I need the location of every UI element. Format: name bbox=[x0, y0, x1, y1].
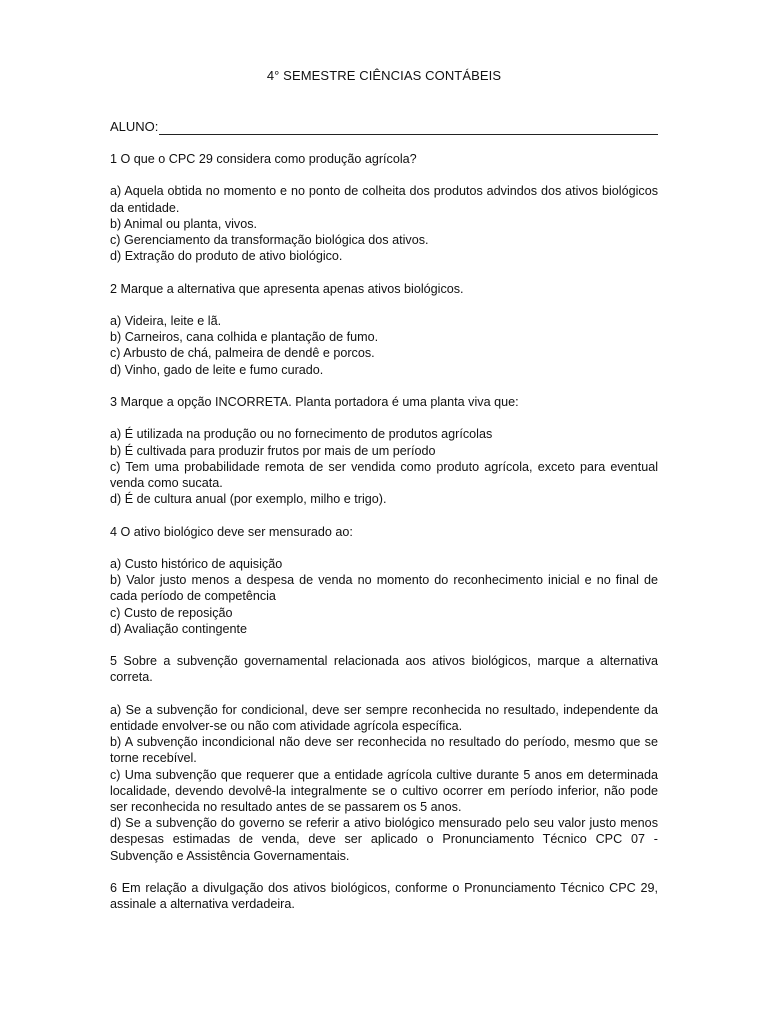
questions-list bbox=[110, 151, 658, 929]
question-option: b) Animal ou planta, vivos. bbox=[110, 216, 258, 231]
question-option: c) Custo de reposição bbox=[110, 605, 233, 620]
question-option: d) É de cultura anual (por exemplo, milho e trigo). bbox=[110, 492, 387, 507]
question-option: a) Aquela obtida no momento e no ponto de colheita dos produtos advindos dos ativos biológicos da entidade. bbox=[110, 184, 658, 215]
exam-page bbox=[110, 0, 658, 1024]
question-option: c) Arbusto de chá, palmeira de dendê e porcos. bbox=[110, 346, 375, 361]
question-option: c) Uma subvenção que requerer que a entidade agrícola cultive durante 5 anos em determinada localidade, devendo devolvê-la integralmente se o cultivo ocorrer em período inferior, não pode ser reconhecida no resultado antes de se passarem os 5 anos. bbox=[110, 767, 658, 814]
question-option: b) Carneiros, cana colhida e plantação de fumo. bbox=[110, 330, 379, 345]
question-option: d) Vinho, gado de leite e fumo curado. bbox=[110, 362, 324, 377]
student-name-row bbox=[110, 118, 658, 135]
question-6 bbox=[110, 880, 658, 912]
question-option: d) Extração do produto de ativo biológico. bbox=[110, 249, 343, 264]
question-option: d) Se a subvenção do governo se referir a ativo biológico mensurado pelo seu valor justo menos despesas estimadas de venda, deve ser aplicado o Pronunciamento Técnico CPC 07 - Subvenção e Assistência Governamentais. bbox=[110, 816, 658, 863]
student-name-blank-line bbox=[159, 120, 658, 135]
question-2 bbox=[110, 281, 658, 378]
question-1 bbox=[110, 151, 658, 264]
question-option: d) Avaliação contingente bbox=[110, 621, 247, 636]
question-stem: 3 Marque a opção INCORRETA. Planta portadora é uma planta viva que: bbox=[110, 394, 519, 409]
question-option: a) Custo histórico de aquisição bbox=[110, 556, 283, 571]
question-5 bbox=[110, 653, 658, 864]
question-option: b) É cultivada para produzir frutos por mais de um período bbox=[110, 443, 436, 458]
question-option: b) A subvenção incondicional não deve ser reconhecida no resultado do período, mesmo que se torne recebível. bbox=[110, 735, 658, 766]
student-label: ALUNO: bbox=[110, 119, 159, 134]
question-option: c) Gerenciamento da transformação biológica dos ativos. bbox=[110, 233, 429, 247]
question-4 bbox=[110, 524, 658, 637]
question-option: a) Se a subvenção for condicional, deve ser sempre reconhecida no resultado, independente da entidade envolver-se ou não com atividade agrícola específica. bbox=[110, 702, 658, 733]
question-option: a) Videira, leite e lã. bbox=[110, 313, 222, 328]
question-stem: 2 Marque a alternativa que apresenta apenas ativos biológicos. bbox=[110, 281, 464, 296]
question-option: b) Valor justo menos a despesa de venda no momento do reconhecimento inicial e no final de cada período de competência bbox=[110, 573, 658, 604]
question-stem: 1 O que o CPC 29 considera como produção agrícola? bbox=[110, 152, 417, 166]
question-3 bbox=[110, 394, 658, 507]
question-option: a) É utilizada na produção ou no fornecimento de produtos agrícolas bbox=[110, 427, 493, 442]
question-stem: 5 Sobre a subvenção governamental relacionada aos ativos biológicos, marque a alternativa correta. bbox=[110, 654, 658, 685]
question-option: c) Tem uma probabilidade remota de ser vendida como produto agrícola, exceto para eventual venda como sucata. bbox=[110, 459, 658, 490]
question-stem: 4 O ativo biológico deve ser mensurado ao: bbox=[110, 524, 353, 539]
question-stem: 6 Em relação a divulgação dos ativos biológicos, conforme o Pronunciamento Técnico CPC 29, assinale a alternativa verdadeira. bbox=[110, 880, 658, 912]
page-title: 4° SEMESTRE CIÊNCIAS CONTÁBEIS bbox=[266, 68, 502, 83]
